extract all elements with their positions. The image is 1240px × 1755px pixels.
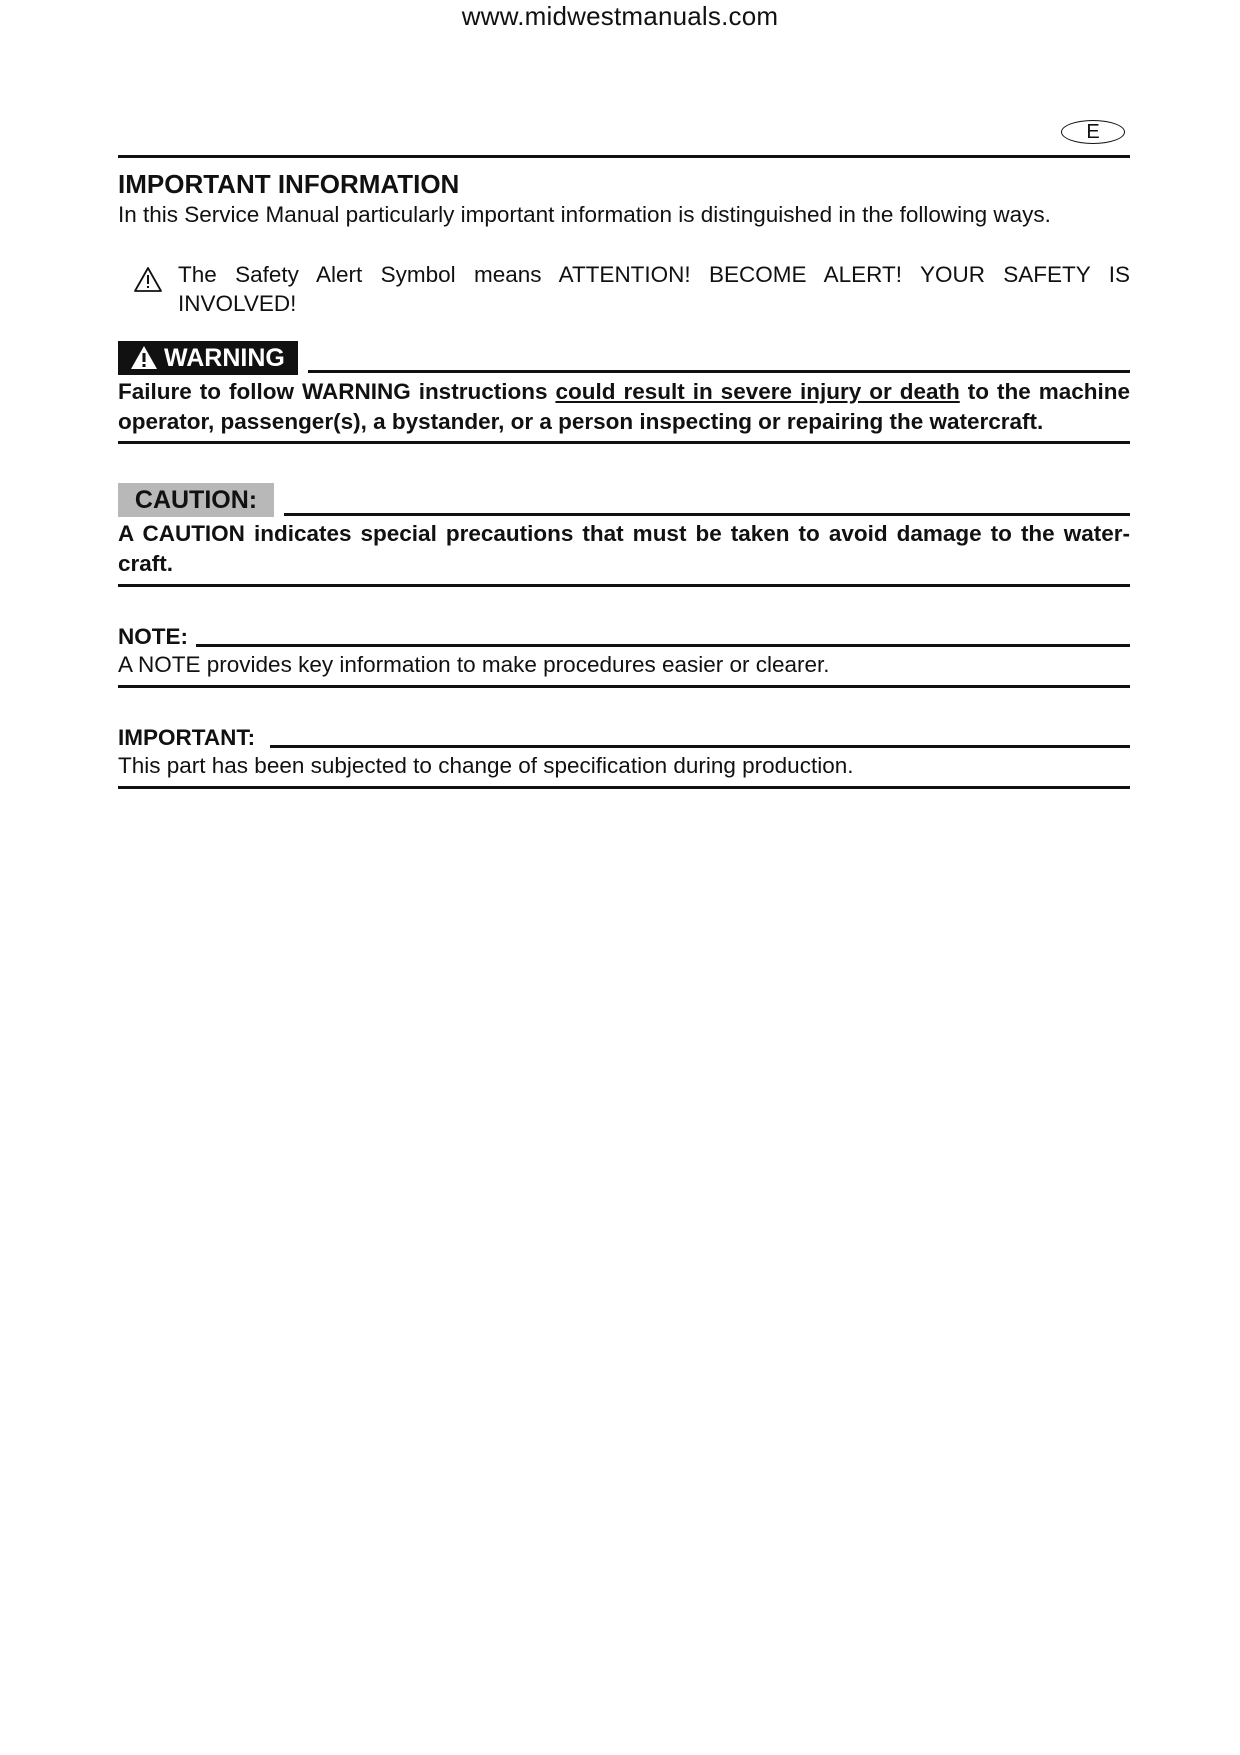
note-rule-bottom (118, 685, 1130, 688)
note-text: A NOTE provides key information to make procedures easier or clearer. (118, 652, 830, 677)
note-rule-top (196, 644, 1130, 647)
important-rule-bottom (118, 786, 1130, 789)
important-text: This part has been subjected to change of specification during production. (118, 753, 854, 778)
warning-text-start: Failure to follow WARNING instructions (118, 379, 556, 404)
page-title: IMPORTANT INFORMATION (118, 169, 460, 199)
warning-rule-top (308, 370, 1130, 373)
important-rule-top (270, 745, 1130, 748)
header-rule (118, 155, 1130, 158)
language-badge: E (1061, 120, 1125, 144)
warning-text-end: to the machine operator, passenger(s), a bystander, or a person inspecting or repairing the watercraft. (118, 379, 1130, 434)
note-label: NOTE: (118, 624, 188, 649)
warning-text-emphasis: could result in severe injury or death (555, 379, 960, 404)
safety-alert-text: The Safety Alert Symbol means ATTENTION! BECOME ALERT! YOUR SAFETY IS INVOLVED! (178, 262, 1130, 316)
safety-alert-triangle-icon (133, 266, 163, 293)
caution-label: CAUTION: (118, 483, 274, 517)
site-url: www.midwestmanuals.com (461, 1, 779, 31)
important-label: IMPORTANT: (118, 725, 256, 750)
warning-label (118, 341, 298, 375)
intro-text: In this Service Manual particularly important information is distinguished in the following ways. (118, 202, 1051, 227)
caution-rule-top (284, 513, 1130, 516)
warning-text (118, 377, 1130, 437)
caution-text: A CAUTION indicates special precautions that must be taken to avoid damage to the water-craft. (118, 521, 1130, 576)
warning-label-text: WARNING (164, 344, 285, 372)
caution-rule-bottom (118, 584, 1130, 587)
warning-rule-bottom (118, 441, 1130, 444)
warning-triangle-icon (130, 345, 158, 370)
